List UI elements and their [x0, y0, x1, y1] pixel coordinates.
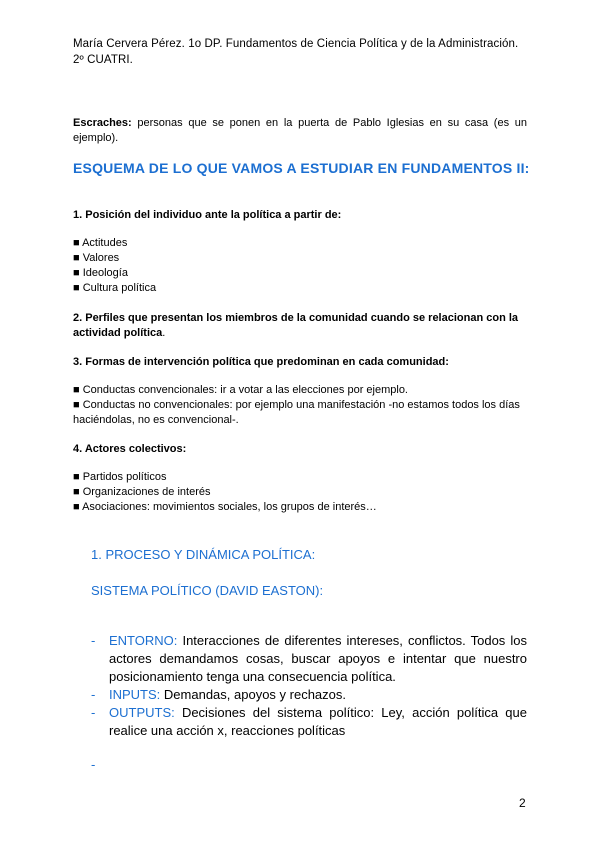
list-item: ■ Partidos políticos: [73, 471, 167, 483]
dash-bullet: -: [91, 687, 96, 702]
list-item: ■ Organizaciones de interés: [73, 486, 211, 498]
page-header: [73, 36, 543, 68]
section-4-heading: 4. Actores colectivos:: [73, 443, 187, 455]
list-item: [91, 686, 527, 704]
list-item: ■ Cultura política: [73, 282, 157, 294]
escraches-term: Escraches:: [73, 117, 132, 129]
section-2-heading-text: 2. Perfiles que presentan los miembros de la comunidad cuando se relacionan con la actividad política: [73, 312, 519, 339]
section-1-heading: 1. Posición del individuo ante la política a partir de:: [73, 209, 342, 221]
section-4-list: [73, 470, 533, 515]
section-3-list: [73, 383, 529, 428]
section-1-list: [73, 236, 533, 296]
header-line-1: María Cervera Pérez. 1o DP. Fundamentos de Ciencia Política y de la Administración.: [73, 38, 519, 50]
header-line-2: 2º CUATRI.: [73, 54, 133, 66]
empty-dash-bullet: -: [91, 757, 96, 772]
list-item: ■ Ideología: [73, 267, 128, 279]
section-3-heading: 3. Formas de intervención política que predominan en cada comunidad:: [73, 356, 449, 368]
section-2-heading-suffix: .: [162, 327, 166, 339]
inputs-text: Demandas, apoyos y rechazos.: [160, 687, 347, 702]
dash-bullet: -: [91, 633, 96, 648]
page-number: 2: [519, 796, 526, 810]
escraches-paragraph: [73, 116, 527, 146]
entorno-text: Interacciones de diferentes intereses, conflictos. Todos los actores demandamos cosas, buscar apoyos e intentar que nuestro posicionamiento tenga una consecuencia política.: [109, 633, 527, 684]
easton-subheading: SISTEMA POLÍTICO (DAVID EASTON):: [91, 583, 324, 598]
entorno-term: ENTORNO:: [109, 633, 178, 648]
list-item: [91, 704, 527, 740]
inputs-term: INPUTS:: [109, 687, 161, 702]
list-item: ■ Conductas no convencionales: por ejemplo una manifestación -no estamos todos los días haciéndolas, no es convencional-.: [73, 399, 520, 426]
list-item: ■ Valores: [73, 252, 120, 264]
dash-bullet: -: [91, 705, 96, 720]
process-heading: 1. PROCESO Y DINÁMICA POLÍTICA:: [91, 547, 316, 562]
section-2-heading: [73, 311, 529, 341]
list-item: ■ Asociaciones: movimientos sociales, los grupos de interés…: [73, 501, 377, 513]
escraches-text: personas que se ponen en la puerta de Pablo Iglesias en su casa (es un ejemplo).: [73, 117, 527, 144]
outputs-term: OUTPUTS:: [109, 705, 175, 720]
list-item: ■ Actitudes: [73, 237, 128, 249]
outputs-text: Decisiones del sistema político: Ley, acción política que realice una acción x, reacciones políticas: [109, 705, 527, 738]
list-item: ■ Conductas convencionales: ir a votar a las elecciones por ejemplo.: [73, 384, 408, 396]
list-item: [91, 632, 527, 686]
schema-title: ESQUEMA DE LO QUE VAMOS A ESTUDIAR EN FUNDAMENTOS II:: [73, 160, 530, 176]
process-items: [91, 632, 527, 740]
